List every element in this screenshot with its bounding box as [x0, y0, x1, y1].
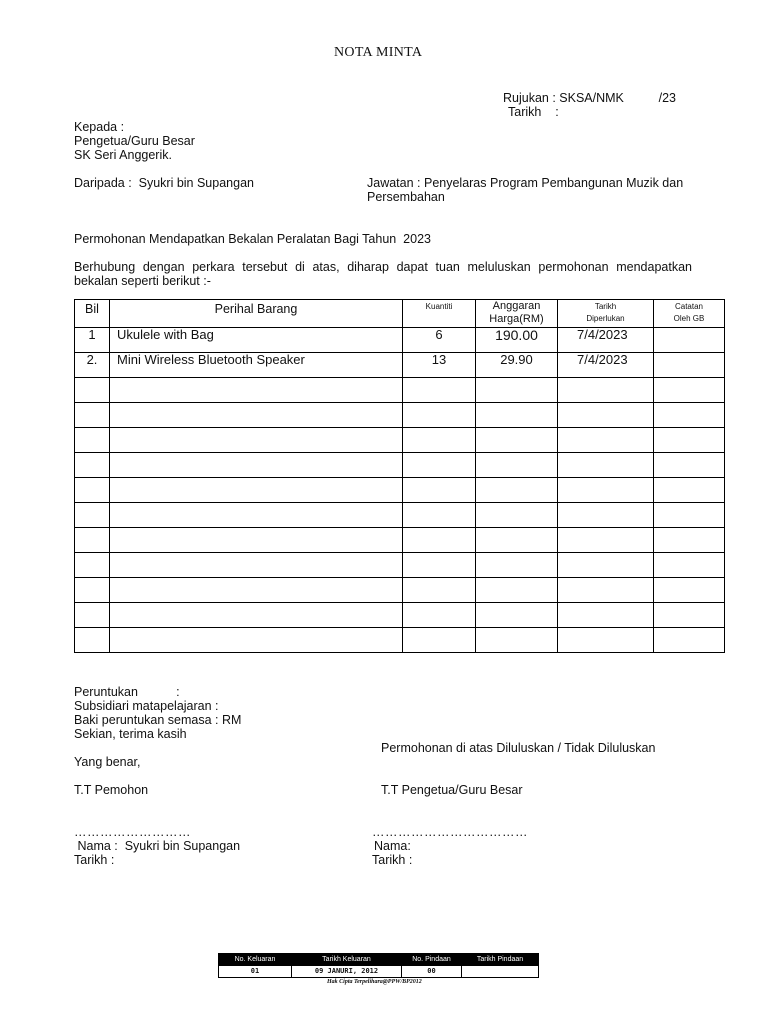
cell-tarikh [558, 453, 654, 478]
cell-perihal [110, 528, 403, 553]
subsidiari-label: Subsidiari matapelajaran : [74, 699, 219, 713]
cell-anggaran [476, 428, 558, 453]
cell-tarikh [558, 328, 654, 353]
cell-bil [75, 353, 110, 378]
header-kuantiti: Kuantiti [403, 300, 476, 328]
cell-kuantiti [403, 578, 476, 603]
table-row [75, 628, 725, 653]
pemohon-signature-line: ……………………… [74, 825, 191, 839]
cell-anggaran [476, 603, 558, 628]
cell-bil [75, 503, 110, 528]
cell-catatan [654, 628, 725, 653]
cell-tarikh [558, 603, 654, 628]
cell-kuantiti [403, 403, 476, 428]
cell-perihal [110, 478, 403, 503]
cell-anggaran [476, 578, 558, 603]
cell-catatan [654, 403, 725, 428]
cell-kuantiti [403, 428, 476, 453]
cell-kuantiti [403, 453, 476, 478]
cell-perihal [110, 403, 403, 428]
table-row [75, 453, 725, 478]
daripada-label: Daripada : Syukri bin Supangan [74, 176, 254, 190]
request-table [74, 299, 725, 653]
cell-perihal [110, 378, 403, 403]
cell-tarikh [558, 553, 654, 578]
cell-perihal [110, 428, 403, 453]
cell-anggaran [476, 478, 558, 503]
cell-bil [75, 478, 110, 503]
tt-pemohon-label: T.T Pemohon [74, 783, 149, 797]
cell-kuantiti [403, 628, 476, 653]
footer-value-row [219, 966, 539, 978]
table-row [75, 503, 725, 528]
cell-perihal [110, 353, 403, 378]
cell-tarikh [558, 578, 654, 603]
kepada-label: Kepada : [74, 120, 125, 134]
rujukan-label: Rujukan : SKSA/NMK /23 [503, 91, 676, 105]
cell-catatan [654, 478, 725, 503]
cell-bil-text: 1 [88, 327, 96, 342]
footer-h-no-pindaan: No. Pindaan [402, 954, 462, 966]
footer-h-no-keluaran: No. Keluaran [219, 954, 292, 966]
cell-catatan [654, 578, 725, 603]
cell-anggaran [476, 553, 558, 578]
cell-anggaran [476, 328, 558, 353]
cell-anggaran [476, 628, 558, 653]
cell-bil-text: 2. [86, 352, 98, 367]
recipient-school: SK Seri Anggerik. [74, 148, 172, 162]
table-row [75, 378, 725, 403]
cell-catatan [654, 428, 725, 453]
table-row [75, 528, 725, 553]
cell-tarikh [558, 428, 654, 453]
cell-perihal [110, 328, 403, 353]
table-row [75, 603, 725, 628]
subject-line: Permohonan Mendapatkan Bekalan Peralatan Bagi Tahun 2023 [74, 232, 431, 246]
cell-bil [75, 603, 110, 628]
cell-catatan [654, 553, 725, 578]
table-row [75, 403, 725, 428]
cell-tarikh [558, 353, 654, 378]
approval-text: Permohonan di atas Diluluskan / Tidak Diluluskan [381, 741, 656, 755]
cell-catatan [654, 603, 725, 628]
header-catatan: Catatan Oleh GB [654, 300, 725, 328]
cell-anggaran-text: 29.90 [500, 352, 533, 367]
cell-perihal [110, 503, 403, 528]
cell-anggaran-text: 190.00 [495, 327, 538, 343]
cell-bil [75, 553, 110, 578]
cell-tarikh [558, 528, 654, 553]
cell-kuantiti [403, 528, 476, 553]
pengetua-tarikh: Tarikh : [372, 853, 413, 867]
cell-perihal-text: Ukulele with Bag [117, 327, 214, 342]
cell-kuantiti [403, 478, 476, 503]
document-control-table [218, 953, 539, 978]
header-perihal: Perihal Barang [110, 300, 403, 328]
document-title: NOTA MINTA [334, 45, 423, 60]
cell-anggaran [476, 528, 558, 553]
cell-catatan [654, 528, 725, 553]
cell-kuantiti [403, 328, 476, 353]
cell-perihal [110, 453, 403, 478]
cell-tarikh [558, 403, 654, 428]
cell-bil [75, 578, 110, 603]
cell-kuantiti [403, 503, 476, 528]
cell-anggaran [476, 403, 558, 428]
table-row [75, 353, 725, 378]
footer-v-no-keluaran: 01 [219, 966, 292, 978]
cell-catatan [654, 328, 725, 353]
table-row [75, 478, 725, 503]
cell-perihal [110, 553, 403, 578]
table-row [75, 578, 725, 603]
cell-tarikh [558, 478, 654, 503]
tt-pengetua-label: T.T Pengetua/Guru Besar [381, 783, 523, 797]
cell-catatan [654, 453, 725, 478]
header-tarikh-diperlukan: Tarikh Diperlukan [558, 300, 654, 328]
cell-tarikh-text: 7/4/2023 [577, 352, 628, 367]
cell-tarikh [558, 378, 654, 403]
body-line1: Berhubung dengan perkara tersebut di atas, diharap dapat tuan meluluskan permohonan mendapatkan [74, 260, 692, 274]
cell-kuantiti [403, 553, 476, 578]
cell-bil [75, 378, 110, 403]
baki-label: Baki peruntukan semasa : RM [74, 713, 242, 727]
cell-anggaran [476, 353, 558, 378]
cell-tarikh-text: 7/4/2023 [577, 327, 628, 342]
yang-benar-text: Yang benar, [74, 755, 141, 769]
footer-header-row [219, 954, 539, 966]
cell-bil [75, 328, 110, 353]
cell-perihal-text: Mini Wireless Bluetooth Speaker [117, 352, 305, 367]
table-row [75, 428, 725, 453]
recipient-position: Pengetua/Guru Besar [74, 134, 195, 148]
cell-perihal [110, 628, 403, 653]
header-bil: Bil [75, 300, 110, 328]
jawatan-line2: Persembahan [367, 190, 445, 204]
footer-v-no-pindaan: 00 [402, 966, 462, 978]
header-anggaran: Anggaran Harga(RM) [476, 300, 558, 328]
cell-catatan [654, 503, 725, 528]
cell-catatan [654, 378, 725, 403]
footer-v-tarikh-pindaan [462, 966, 539, 978]
cell-bil [75, 428, 110, 453]
copyright-text: Hak Cipta Terpelihara@PPW/BP2012 [327, 979, 422, 985]
tarikh-reference-label: Tarikh : [508, 105, 559, 119]
cell-anggaran [476, 503, 558, 528]
peruntukan-label: Peruntukan : [74, 685, 180, 699]
cell-tarikh [558, 628, 654, 653]
pemohon-tarikh: Tarikh : [74, 853, 115, 867]
cell-bil [75, 628, 110, 653]
table-row [75, 328, 725, 353]
pemohon-nama: Nama : Syukri bin Supangan [74, 839, 241, 853]
footer-v-tarikh-keluaran: 09 JANURI, 2012 [292, 966, 402, 978]
cell-bil [75, 453, 110, 478]
cell-perihal [110, 603, 403, 628]
pengetua-nama: Nama: [374, 839, 411, 853]
sekian-text: Sekian, terima kasih [74, 727, 187, 741]
cell-kuantiti [403, 353, 476, 378]
footer-h-tarikh-keluaran: Tarikh Keluaran [292, 954, 402, 966]
jawatan-line1: Jawatan : Penyelaras Program Pembangunan Muzik dan [367, 176, 684, 190]
pengetua-signature-line: ……………………………… [372, 825, 528, 839]
body-line2: bekalan seperti berikut :- [74, 274, 211, 288]
cell-tarikh [558, 503, 654, 528]
table-header-row [75, 300, 725, 328]
cell-anggaran [476, 378, 558, 403]
cell-bil [75, 403, 110, 428]
cell-catatan [654, 353, 725, 378]
cell-kuantiti-text: 6 [435, 327, 443, 342]
cell-bil [75, 528, 110, 553]
cell-perihal [110, 578, 403, 603]
table-row [75, 553, 725, 578]
cell-kuantiti [403, 603, 476, 628]
footer-h-tarikh-pindaan: Tarikh Pindaan [462, 954, 539, 966]
cell-anggaran [476, 453, 558, 478]
cell-kuantiti [403, 378, 476, 403]
cell-kuantiti-text: 13 [431, 352, 447, 367]
